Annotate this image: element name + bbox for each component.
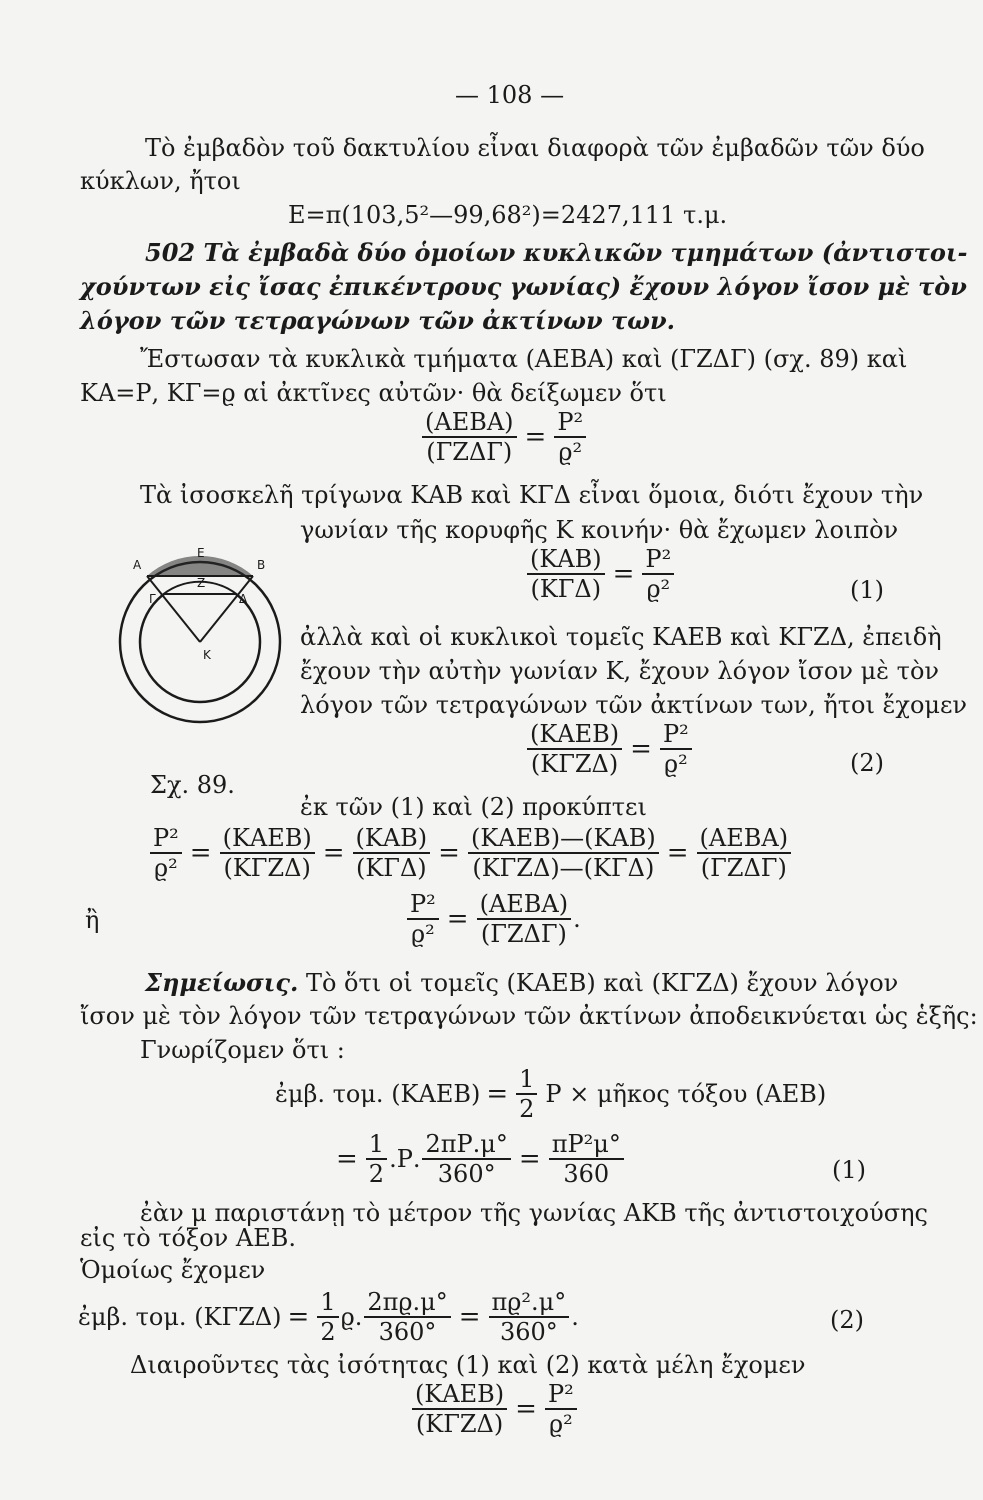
figure-89-diagram	[105, 545, 295, 725]
label-K: Κ	[203, 648, 211, 662]
fraction	[516, 1065, 537, 1123]
paragraph-line: Γνωρίζομεν ὅτι :	[140, 1036, 345, 1064]
numerator: 2πΡ.μ°	[422, 1130, 510, 1160]
numerator: Ρ²	[554, 408, 586, 438]
numerator: πϱ².μ°	[489, 1288, 570, 1318]
paragraph-line: ΚΑ=Ρ, ΚΓ=ϱ αἱ ἀκτῖνες αὐτῶν· θὰ δείξωμεν ὅτι	[80, 379, 667, 407]
denominator: (ΚΓΔ)	[530, 575, 602, 603]
numerator: (ΚΑΒ)	[353, 824, 431, 854]
equals-sign: =	[518, 1144, 541, 1174]
equals-sign: =	[524, 422, 547, 452]
denominator: (ΚΓΖΔ)	[415, 1410, 504, 1438]
fraction	[660, 720, 692, 778]
fraction	[317, 1288, 338, 1346]
equation-tag: (2)	[850, 749, 884, 777]
fraction	[527, 720, 622, 778]
numerator: Ρ²	[150, 824, 182, 854]
numerator: (ΚΑΒ)	[527, 545, 605, 575]
paragraph-line: ἐκ τῶν (1) καὶ (2) προκύπτει	[300, 793, 647, 821]
denominator: ϱ²	[154, 854, 178, 882]
denominator: 2	[368, 1160, 385, 1188]
fraction	[422, 408, 517, 466]
equation-tag: (1)	[832, 1156, 866, 1184]
numerator: (ΚΑΕΒ)	[412, 1380, 507, 1410]
product-term: .Ρ.	[389, 1145, 421, 1173]
equals-sign: =	[515, 1394, 537, 1424]
fraction	[407, 890, 439, 948]
expr-left: ἐμβ. τομ. (ΚΓΖΔ)	[78, 1303, 282, 1331]
numerator: (ΑΕΒΑ)	[697, 824, 792, 854]
equals-sign: =	[438, 838, 460, 868]
numerator: 1	[366, 1130, 387, 1160]
fraction	[527, 545, 605, 603]
paragraph-line: ἀλλὰ καὶ οἱ κυκλικοὶ τομεῖς ΚΑΕΒ καὶ ΚΓΖΔ, ἐπειδὴ	[300, 623, 942, 651]
denominator: ϱ²	[646, 575, 671, 603]
page-number: — 108 —	[455, 81, 565, 109]
denominator: 2	[519, 1095, 535, 1123]
paragraph-line: ἴσον μὲ τὸν λόγον τῶν τετραγώνων τῶν ἀκτίνων ἀποδεικνύεται ὡς ἑξῆς:	[80, 1002, 978, 1030]
fraction	[489, 1288, 570, 1346]
label-E: Ε	[197, 546, 205, 560]
denominator: (ΓΖΔΓ)	[426, 438, 513, 466]
area-formula: Ε=π(103,5²—99,68²)=2427,111 τ.μ.	[288, 201, 728, 229]
equation-8	[410, 1380, 579, 1438]
numerator: Ρ²	[545, 1380, 577, 1410]
remark-line	[145, 968, 898, 998]
equation-5	[275, 1065, 826, 1123]
period: .	[573, 905, 581, 933]
remark-text: Τὸ ὅτι οἱ τομεῖς (ΚΑΕΒ) καὶ (ΚΓΖΔ) ἔχουν λόγον	[305, 969, 899, 997]
numerator: Ρ²	[407, 890, 439, 920]
denominator: ϱ²	[548, 1410, 573, 1438]
denominator: (ΓΖΔΓ)	[700, 854, 787, 882]
paragraph-line: ἔχουν τὴν αὐτὴν γωνίαν Κ, ἔχουν λόγον ἴσον μὲ τὸν	[300, 657, 939, 685]
denominator: (ΓΖΔΓ)	[480, 920, 567, 948]
remark-title: Σημείωσις.	[145, 968, 299, 997]
equation-tag: (1)	[850, 576, 884, 604]
equation-7	[78, 1288, 579, 1346]
denominator: 2	[320, 1318, 336, 1346]
theorem-line: λόγον τῶν τετραγώνων τῶν ἀκτίνων των.	[80, 306, 675, 335]
fraction	[549, 1130, 624, 1188]
numerator: 2πϱ.μ°	[364, 1288, 450, 1318]
paragraph-line: εἰς τὸ τόξον ΑΕΒ.	[80, 1224, 296, 1252]
fraction	[150, 824, 182, 882]
numerator: 1	[516, 1065, 537, 1095]
paragraph-line: κύκλων, ἤτοι	[80, 167, 241, 195]
equals-sign: =	[287, 1302, 310, 1332]
equals-sign: =	[458, 1302, 481, 1332]
expr-right: Ρ × μῆκος τόξου (ΑΕΒ)	[545, 1080, 827, 1108]
label-D: Δ	[239, 592, 248, 606]
fraction	[545, 1380, 577, 1438]
fraction	[468, 824, 659, 882]
paragraph-line: Ἔστωσαν τὰ κυκλικὰ τμήματα (ΑΕΒΑ) καὶ (ΓΖΔΓ) (σχ. 89) καὶ	[140, 345, 908, 373]
paragraph-line: Ὁμοίως ἔχομεν	[80, 1256, 266, 1284]
equals-sign: =	[666, 838, 689, 868]
numerator: πΡ²μ°	[549, 1130, 624, 1160]
label-B: Β	[257, 558, 266, 572]
paragraph-line: Τὸ ἐμβαδὸν τοῦ δακτυλίου εἶναι διαφορὰ τῶν ἐμβαδῶν τῶν δύο	[145, 134, 925, 162]
fraction	[554, 408, 586, 466]
equals-sign: =	[612, 559, 635, 589]
equals-sign: =	[446, 904, 469, 934]
period: .	[571, 1303, 579, 1331]
numerator: (ΑΕΒΑ)	[477, 890, 572, 920]
numerator: (ΚΑΕΒ)—(ΚΑΒ)	[468, 824, 659, 854]
label-A: Α	[133, 558, 142, 572]
label-G: Γ	[149, 592, 156, 606]
numerator: Ρ²	[660, 720, 692, 750]
theorem-line: 502 Τὰ ἐμβαδὰ δύο ὁμοίων κυκλικῶν τμημάτων (ἀντιστοι-	[145, 238, 968, 267]
denominator: ϱ²	[411, 920, 435, 948]
equation-2	[525, 720, 694, 778]
fraction	[697, 824, 792, 882]
fraction	[642, 545, 674, 603]
equals-sign: =	[336, 1144, 358, 1174]
equation-4	[405, 890, 581, 948]
denominator: 360°	[499, 1318, 558, 1346]
equation-1	[525, 545, 676, 603]
denominator: 360°	[378, 1318, 437, 1346]
paragraph-line: ἐὰν μ παριστάνῃ τὸ μέτρον τῆς γωνίας ΑΚΒ τῆς ἀντιστοιχούσης	[140, 1199, 928, 1227]
numerator: (ΚΑΕΒ)	[220, 824, 315, 854]
equation-main-claim	[420, 408, 588, 466]
denominator: (ΚΓΖΔ)	[530, 750, 619, 778]
equals-sign: =	[486, 1079, 509, 1109]
denominator: 360	[563, 1160, 610, 1188]
equals-sign: =	[322, 838, 345, 868]
label-Z: Ζ	[197, 576, 206, 590]
denominator: ϱ²	[558, 438, 583, 466]
denominator: (ΚΓΖΔ)	[223, 854, 311, 882]
paragraph-line: Διαιροῦντες τὰς ἰσότητας (1) καὶ (2) κατὰ μέλη ἔχομεν	[130, 1351, 806, 1379]
equation-tag: (2)	[830, 1306, 864, 1334]
equation-3	[148, 824, 793, 882]
fraction	[412, 1380, 507, 1438]
theorem-line: χούντων εἰς ἴσας ἐπικέντρους γωνίας) ἔχουν λόγον ἴσον μὲ τὸν	[80, 272, 967, 301]
expr-left: ἐμβ. τομ. (ΚΑΕΒ)	[275, 1080, 481, 1108]
conjunction-or: ἢ	[85, 906, 100, 934]
fraction	[353, 824, 431, 882]
paragraph-line: λόγον τῶν τετραγώνων τῶν ἀκτίνων των, ἤτοι ἔχομεν	[300, 691, 968, 719]
equation-6	[330, 1130, 626, 1188]
denominator: (ΚΓΔ)	[356, 854, 427, 882]
equals-sign: =	[630, 734, 652, 764]
product-term: ϱ.	[340, 1303, 363, 1331]
fraction	[422, 1130, 510, 1188]
fraction	[364, 1288, 450, 1346]
paragraph-line: Τὰ ἰσοσκελῆ τρίγωνα ΚΑΒ καὶ ΚΓΔ εἶναι ὅμοια, διότι ἔχουν τὴν	[140, 481, 924, 509]
numerator: Ρ²	[642, 545, 674, 575]
fraction	[477, 890, 572, 948]
equals-sign: =	[189, 838, 212, 868]
numerator: (ΑΕΒΑ)	[422, 408, 517, 438]
paragraph-line: γωνίαν τῆς κορυφῆς Κ κοινήν· θὰ ἔχωμεν λοιπὸν	[300, 516, 899, 544]
denominator: (ΚΓΖΔ)—(ΚΓΔ)	[472, 854, 655, 882]
fraction	[220, 824, 315, 882]
numerator: (ΚΑΕΒ)	[527, 720, 622, 750]
fraction	[366, 1130, 387, 1188]
numerator: 1	[317, 1288, 338, 1318]
denominator: 360°	[437, 1160, 496, 1188]
denominator: ϱ²	[663, 750, 688, 778]
figure-caption: Σχ. 89.	[150, 771, 235, 799]
